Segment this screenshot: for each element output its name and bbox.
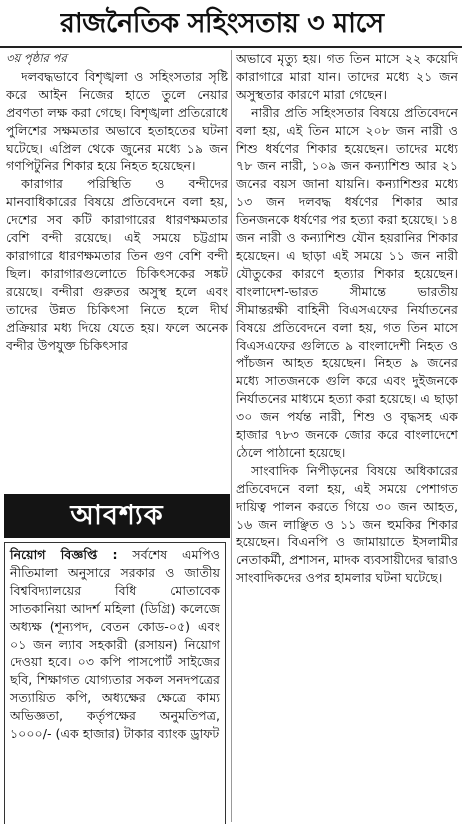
article-paragraph: সাংবাদিক নিপীড়নের বিষয়ে অধিকারের প্রতিবেদনে বলা হয়, এই সময়ে পেশাগত দায়িত্ব পালন করতে গিয়ে ৩০ জন আহত, ১৬ জন লাঞ্ছিত ও ১১ জন হুমকির শিকার হয়েছেন। বিএনপি ও জামায়াতে ইসলামীর নেতাকর্মী, প্রশাসন, মাদক ব্যবসায়ীদের দ্বারাও সাংবাদিকদের ওপর হামলার ঘটনা ঘটেছে। — [236, 462, 458, 586]
article-headline: রাজনৈতিক সহিংসতায় ৩ মাসে — [60, 8, 384, 39]
article-column-right — [236, 50, 458, 822]
classified-ad-text — [10, 546, 220, 743]
classified-ad — [4, 542, 226, 824]
headline-rule — [0, 46, 462, 48]
classified-banner: আবশ্যক — [4, 494, 230, 538]
column-divider — [231, 50, 232, 822]
classified-ad-lead: নিয়োগ বিজ্ঞপ্তি : — [10, 547, 118, 562]
continued-from-label: ৩য় পৃষ্ঠার পর — [6, 51, 67, 65]
article-paragraph: অভাবে মৃত্যু হয়। গত তিন মাসে ২২ কয়েদি কারাগারে মারা যান। তাদের মধ্যে ২১ জন অসুস্থতার কারণে মারা গেছেন। — [236, 51, 458, 102]
article-paragraph: কারাগার পরিস্থিতি ও বন্দীদের মানবাধিকারের বিষয়ে প্রতিবেদনে বলা হয়, দেশের সব কটি কারাগারের ধারণক্ষমতার বেশি বন্দী রয়েছে। এই সময়ে চট্টগ্রাম কারাগারে ধারণক্ষমতার তিন গুণ বেশি বন্দী ছিল। কারাগারগুলোতে চিকিৎসকের সঙ্কট রয়েছে। বন্দীরা গুরুতর অসুস্থ হলে এবং তাদের উন্নত চিকিৎসা নিতে হলে দীর্ঘ প্রক্রিয়ার মধ্য দিয়ে যেতে হয়। ফলে অনেক বন্দীর উপযুক্ত চিকিৎসার — [6, 176, 228, 353]
article-paragraph: নারীর প্রতি সহিংসতার বিষয়ে প্রতিবেদনে বলা হয়, এই তিন মাসে ২০৮ জন নারী ও শিশু ধর্ষণের শিকার হয়েছেন। তাদের মধ্যে ৭৮ জন নারী, ১০৯ জন কন্যাশিশু আর ২১ জনের বয়স জানা যায়নি। কন্যাশিশুর মধ্যে ১৩ জন দলবদ্ধ ধর্ষণের শিকার আর তিনজনকে ধর্ষণের পর হত্যা করা হয়েছে। ১৪ জন নারী ও কন্যাশিশু যৌন হয়রানির শিকার হয়েছেন। এ ছাড়া এই সময়ে ১১ জন নারী যৌতুকের কারণে হত্যার শিকার হয়েছেন। বাংলাদেশ-ভারত সীমান্তে ভারতীয় সীমান্তরক্ষী বাহিনী বিএসএফের নির্যাতনের বিষয়ে প্রতিবেদনে বলা হয়, গত তিন মাসে বিএসএফের গুলিতে ৯ বাংলাদেশী নিহত ও পাঁচজন আহত হয়েছেন। নিহত ৯ জনের মধ্যে সাতজনকে গুলি করে এবং দুইজনকে নির্যাতনের মাধ্যমে হত্যা করা হয়েছে। এ ছাড়া ৩০ জন পর্যন্ত নারী, শিশু ও বৃদ্ধসহ এক হাজার ৭৮৩ জনকে জোর করে বাংলাদেশে ঠেলে পাঠানো হয়েছে। — [236, 104, 458, 460]
article-column-left — [6, 50, 228, 490]
article-paragraph: দলবদ্ধভাবে বিশৃঙ্খলা ও সহিংসতার সৃষ্টি করে আইন নিজের হাতে তুলে নেয়ার প্রবণতা লক্ষ করা গেছে। বিশৃঙ্খলা প্রতিরোধে পুলিশের সক্ষমতার অভাবে হতাহতের ঘটনা ঘটেছে। এপ্রিল থেকে জুনের মধ্যে ১৯ জন গণপিটুনির শিকার হয়ে নিহত হয়েছেন। — [6, 68, 228, 174]
classified-ad-body: সর্বশেষ এমপিও নীতিমালা অনুসারে সরকার ও জাতীয় বিশ্ববিদ্যালয়ের বিধি মোতাবেক সাতকানিয়া আদর্শ মহিলা (ডিগ্রি) কলেজে অধ্যক্ষ (শূন্যপদ, বেতন কোড-০৫) এবং ০১ জন ল্যাব সহকারী (রসায়ন) নিয়োগ দেওয়া হবে। ০৩ কপি পাসপোর্ট সাইজের ছবি, শিক্ষাগত যোগ্যতার সকল সনদপত্রের সত্যায়িত কপি, অধ্যক্ষের ক্ষেত্রে কাম্য অভিজ্ঞতা, কর্তৃপক্ষের অনুমতিপত্র, ১০০০/- (এক হাজার) টাকার ব্যাংক ড্রাফট — [10, 547, 220, 742]
